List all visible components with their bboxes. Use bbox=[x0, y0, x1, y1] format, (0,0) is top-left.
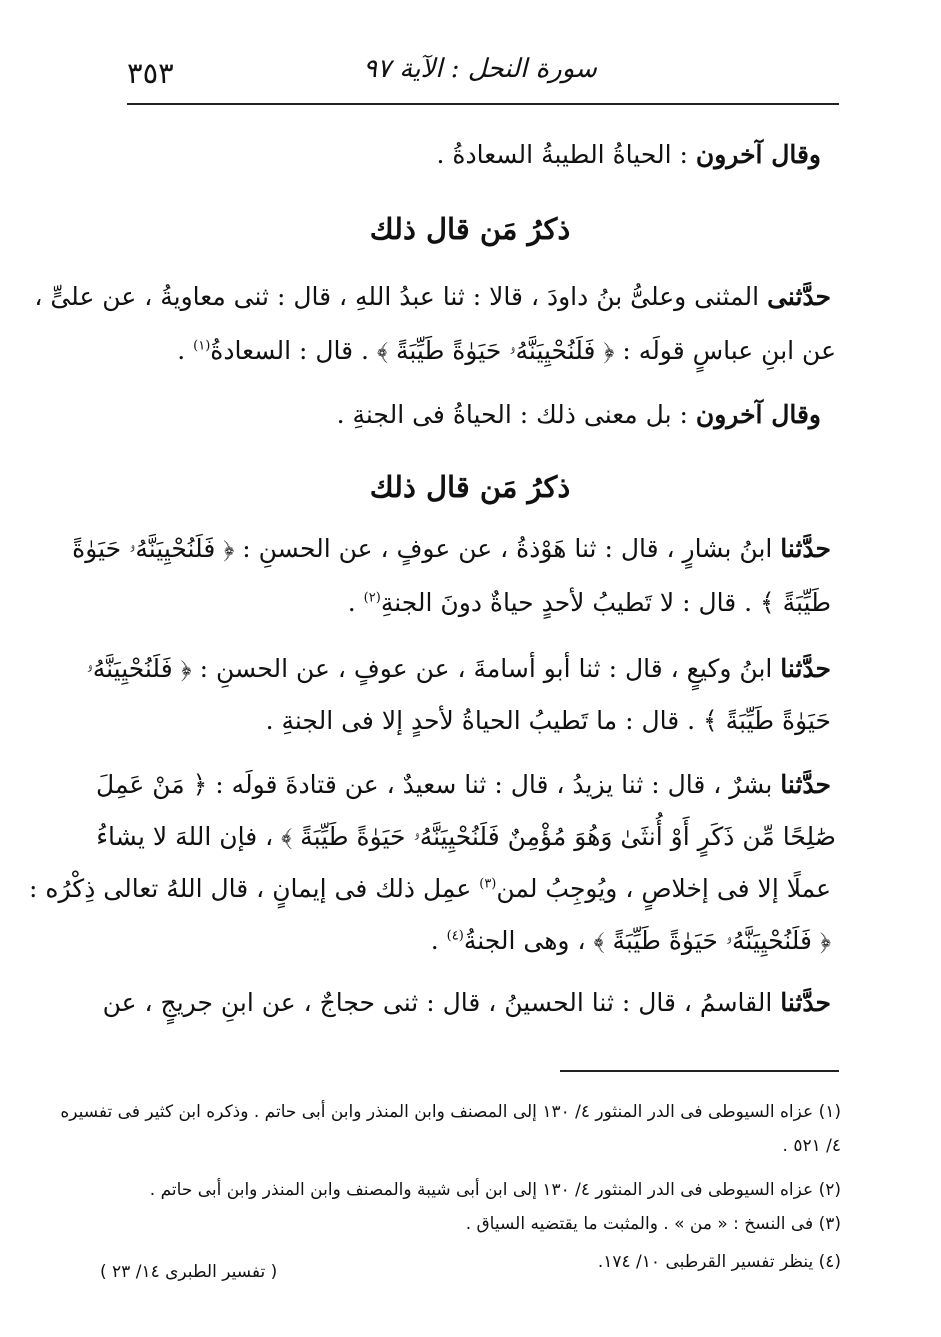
paragraph-5-line-2 bbox=[266, 706, 831, 736]
paragraph-lead: حدَّثنا bbox=[780, 654, 831, 683]
paragraph-end: . bbox=[177, 336, 194, 365]
page-signature: ( تفسير الطبرى ١٤/ ٢٣ ) bbox=[100, 1262, 278, 1282]
paragraph-6-line-4 bbox=[431, 926, 831, 956]
footnote-4: (٤) ينظر تفسير القرطبى ١٠/ ١٧٤. bbox=[597, 1252, 841, 1272]
paragraph-7-line-1 bbox=[103, 988, 831, 1018]
paragraph-text: طَيِّبَةً ﴾ . قال : لا تَطيبُ لأحدٍ حياةٌ دونَ الجنةِ bbox=[380, 588, 831, 617]
paragraph-1 bbox=[436, 140, 821, 170]
paragraph-lead: حدَّثنى bbox=[767, 282, 831, 311]
paragraph-text: عملًا إلا فى إخلاصٍ ، ويُوجِبُ لمن bbox=[496, 874, 831, 903]
paragraph-lead: حدَّثنا bbox=[780, 534, 831, 563]
paragraph-text: حَيَوٰةً طَيِّبَةً ﴾ . قال : ما تَطيبُ الحياةُ لأحدٍ إلا فى الجنةِ . bbox=[265, 706, 831, 735]
footnote-2: (٢) عزاه السيوطى فى الدر المنثور ٤/ ١٣٠ إلى ابن أبى شيبة والمصنف وابن المنذر وابن أبى حاتم . bbox=[149, 1180, 841, 1200]
paragraph-3 bbox=[337, 400, 821, 430]
footnote-1-line-2: ٤/ ٥٢١ . bbox=[782, 1136, 841, 1156]
paragraph-5-line-1 bbox=[86, 654, 831, 684]
footnote-ref-4[interactable]: (٤) bbox=[446, 928, 464, 944]
paragraph-text: ابنُ وكيعٍ ، قال : ثنا أبو أسامةَ ، عن عوفٍ ، عن الحسنِ : ﴿ فَلَنُحْيِيَنَّهُۥ bbox=[86, 654, 781, 683]
paragraph-text: ابنُ بشارٍ ، قال : ثنا هَوْذةُ ، عن عوفٍ ، عن الحسنِ : ﴿ فَلَنُحْيِيَنَّهُۥ حَيَوٰةً bbox=[72, 534, 781, 563]
paragraph-2-line-1 bbox=[34, 282, 831, 312]
section-heading-1: ذكرُ مَن قال ذلك bbox=[369, 212, 571, 246]
paragraph-text: : الحياةُ الطيبةُ السعادةُ . bbox=[436, 140, 696, 169]
paragraph-end: . bbox=[430, 926, 447, 955]
paragraph-lead: وقال آخرون bbox=[695, 400, 821, 429]
paragraph-text: صَٰلِحًا مِّن ذَكَرٍ أَوْ أُنثَىٰ وَهُوَ مُؤْمِنٌ فَلَنُحْيِيَنَّهُۥ حَيَوٰةً طَيِّبَةً ﴾ ، فإن اللهَ لا يشاءُ bbox=[96, 822, 836, 851]
paragraph-lead: وقال آخرون bbox=[695, 140, 821, 169]
paragraph-text: : بل معنى ذلك : الحياةُ فى الجنةِ . bbox=[336, 400, 696, 429]
paragraph-text: المثنى وعلىُّ بنُ داودَ ، قالا : ثنا عبدُ اللهِ ، قال : ثنى معاويةُ ، عن علىٍّ ، bbox=[34, 282, 768, 311]
footnote-rule bbox=[560, 1070, 839, 1072]
section-heading-2: ذكرُ مَن قال ذلك bbox=[369, 470, 571, 504]
footnote-ref-1[interactable]: (١) bbox=[193, 338, 211, 354]
running-head: سورة النحل : الآية ٩٧ bbox=[363, 54, 597, 84]
paragraph-2-line-2 bbox=[177, 336, 836, 366]
paragraph-text: عن ابنِ عباسٍ قولَه : ﴿ فَلَنُحْيِيَنَّهُۥ حَيَوٰةً طَيِّبَةً ﴾ . قال : السعادةُ bbox=[210, 336, 836, 365]
paragraph-4-line-2 bbox=[348, 588, 831, 618]
page-number: ٣٥٣ bbox=[127, 56, 174, 90]
paragraph-end: . bbox=[347, 588, 364, 617]
footnote-ref-3[interactable]: (٣) bbox=[479, 876, 497, 892]
paragraph-6-line-3 bbox=[29, 874, 831, 904]
paragraph-text: بشرٌ ، قال : ثنا يزيدُ ، قال : ثنا سعيدٌ ، عن قتادةَ قولَه : ﴿ مَنْ عَمِلَ bbox=[96, 770, 781, 799]
paragraph-lead: حدَّثنا bbox=[780, 770, 831, 799]
paragraph-6-line-2 bbox=[96, 822, 836, 852]
footnote-1-line-1: (١) عزاه السيوطى فى الدر المنثور ٤/ ١٣٠ إلى المصنف وابن المنذر وابن أبى حاتم . وذكره ابن كثير فى تفسيره bbox=[60, 1102, 841, 1122]
paragraph-text: ﴿ فَلَنُحْيِيَنَّهُۥ حَيَوٰةً طَيِّبَةً ﴾ ، وهى الجنةُ bbox=[463, 926, 831, 955]
footnote-ref-2[interactable]: (٢) bbox=[363, 590, 381, 606]
paragraph-4-line-1 bbox=[72, 534, 831, 564]
paragraph-6-line-1 bbox=[96, 770, 831, 800]
footnote-3: (٣) فى النسخ : « من » . والمثبت ما يقتضيه السياق . bbox=[465, 1214, 841, 1234]
paragraph-text: عمِل ذلك فى إيمانٍ ، قال اللهُ تعالى ذِكْرُه : bbox=[29, 874, 480, 903]
paragraph-text: القاسمُ ، قال : ثنا الحسينُ ، قال : ثنى حجاجٌ ، عن ابنِ جريجٍ ، عن bbox=[102, 988, 781, 1017]
paragraph-lead: حدَّثنا bbox=[780, 988, 831, 1017]
header-rule bbox=[127, 103, 839, 105]
